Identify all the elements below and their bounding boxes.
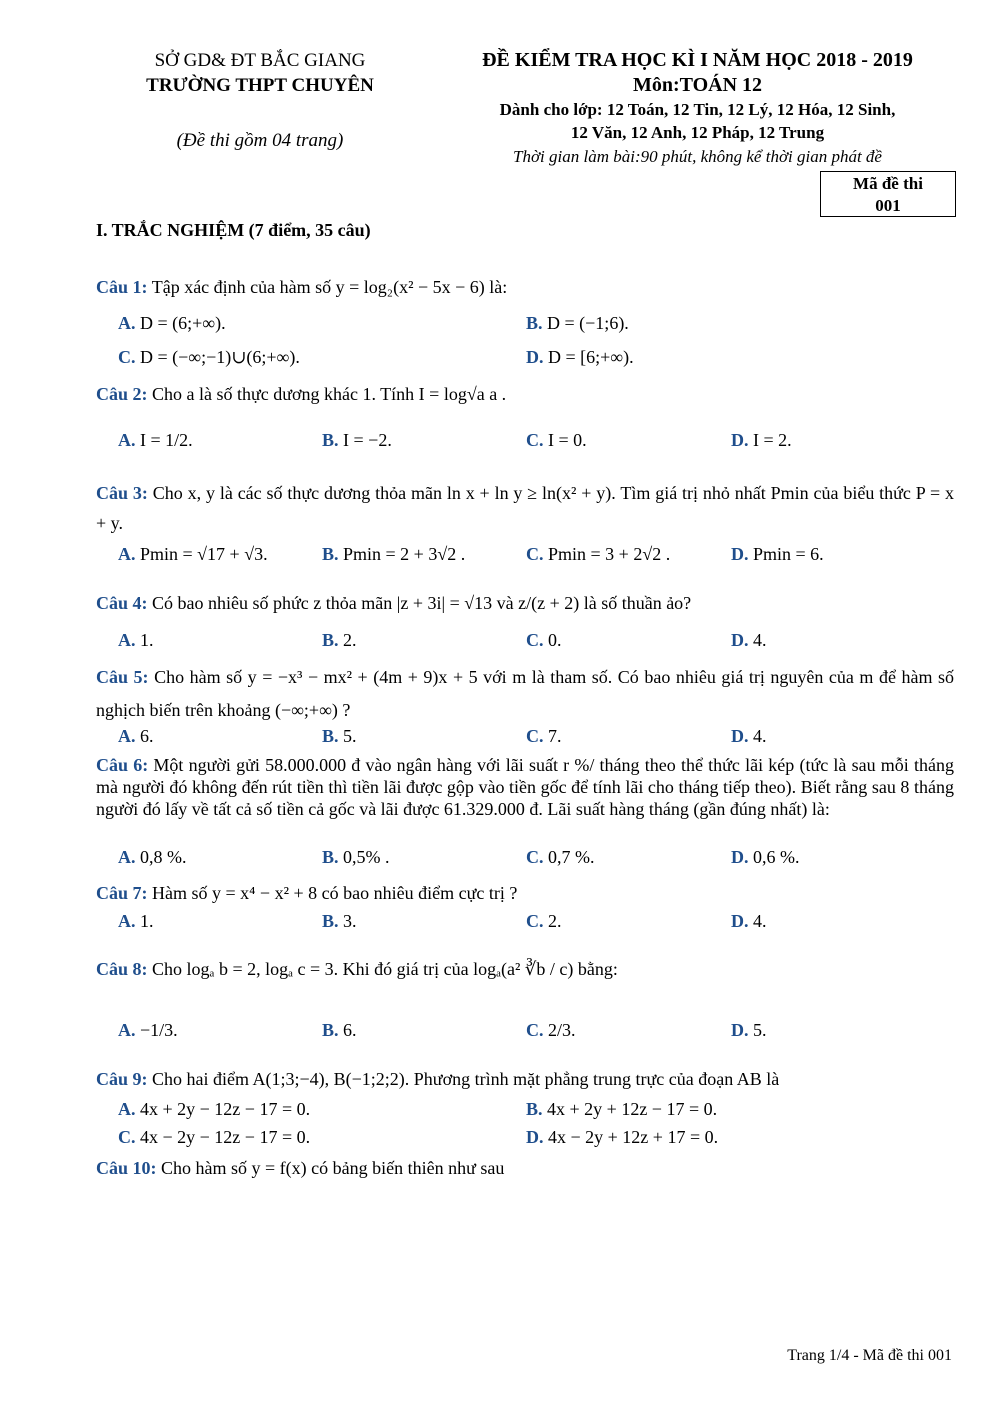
exam-code-label: Mã đề thi bbox=[853, 174, 923, 193]
option-a: A. 1. bbox=[118, 630, 154, 650]
header-left bbox=[90, 48, 430, 98]
option-a: A. Pmin = √17 + √3. bbox=[118, 544, 268, 564]
option-d: D. D = [6;+∞). bbox=[526, 347, 634, 367]
question-text: Tập xác định của hàm số y = log₂(x² − 5x − 6) là: bbox=[151, 277, 508, 297]
question-8: Câu 8: Cho logₐ b = 2, logₐ c = 3. Khi đó giá trị của logₐ(a² ∛b / c) bằng: bbox=[96, 959, 618, 979]
question-5: Câu 5: Cho hàm số y = −x³ − mx² + (4m + 9)x + 5 với m là tham số. Có bao nhiêu giá trị nguyên của m để hàm số nghịch biến trên khoảng (−∞;+∞) ? bbox=[96, 667, 955, 720]
option-d: D. Pmin = 6. bbox=[731, 544, 824, 564]
option-d: D. 5. bbox=[731, 1020, 767, 1040]
option-b: B. 4x + 2y + 12z − 17 = 0. bbox=[526, 1099, 718, 1119]
option-b: B. 3. bbox=[322, 911, 357, 931]
option-a: A. 6. bbox=[118, 726, 154, 746]
pages-note: (Đề thi gồm 04 trang) bbox=[176, 130, 344, 151]
option-a: A. 0,8 %. bbox=[118, 847, 187, 867]
option-c: C. Pmin = 3 + 2√2 . bbox=[526, 544, 671, 564]
dept-name: SỞ GD& ĐT BẮC GIANG bbox=[154, 50, 366, 71]
option-d: D. 4. bbox=[731, 726, 767, 746]
exam-code-value: 001 bbox=[875, 196, 901, 215]
option-a: A. 1. bbox=[118, 911, 154, 931]
option-b: B. D = (−1;6). bbox=[526, 313, 629, 333]
option-a: A. −1/3. bbox=[118, 1020, 178, 1040]
page-footer: Trang 1/4 - Mã đề thi 001 bbox=[787, 1347, 952, 1364]
option-c: C. 4x − 2y − 12z − 17 = 0. bbox=[118, 1127, 311, 1147]
option-d: D. 4x − 2y + 12z + 17 = 0. bbox=[526, 1127, 719, 1147]
exam-title: ĐỀ KIỂM TRA HỌC KÌ I NĂM HỌC 2018 - 2019 bbox=[482, 49, 913, 71]
time-note: Thời gian làm bài:90 phút, không kể thời gian phát đề bbox=[513, 147, 882, 166]
classes-line-1: Dành cho lớp: 12 Toán, 12 Tin, 12 Lý, 12 Hóa, 12 Sinh, bbox=[499, 100, 896, 119]
question-9: Câu 9: Cho hai điểm A(1;3;−4), B(−1;2;2). Phương trình mặt phẳng trung trực của đoạn AB là bbox=[96, 1069, 780, 1089]
option-c: C. 2/3. bbox=[526, 1020, 576, 1040]
section-title: I. TRẮC NGHIỆM (7 điểm, 35 câu) bbox=[96, 220, 371, 240]
option-a: A. I = 1/2. bbox=[118, 430, 193, 450]
option-d: D. 4. bbox=[731, 630, 767, 650]
option-c: C. 7. bbox=[526, 726, 562, 746]
option-d: D. I = 2. bbox=[731, 430, 792, 450]
question-3: Câu 3: Cho x, y là các số thực dương thỏa mãn ln x + ln y ≥ ln(x² + y). Tìm giá trị nhỏ nhất Pmin của biểu thức P = x + y. bbox=[96, 483, 954, 533]
option-b: B. 5. bbox=[322, 726, 357, 746]
option-b: B. 0,5% . bbox=[322, 847, 390, 867]
question-10: Câu 10: Cho hàm số y = f(x) có bảng biến thiên như sau bbox=[96, 1158, 505, 1178]
school-name: TRƯỜNG THPT CHUYÊN bbox=[146, 75, 374, 96]
question-2: Câu 2: Cho a là số thực dương khác 1. Tính I = log√a a . bbox=[96, 384, 507, 404]
classes-line-2: 12 Văn, 12 Anh, 12 Pháp, 12 Trung bbox=[570, 123, 825, 142]
question-7: Câu 7: Hàm số y = x⁴ − x² + 8 có bao nhiêu điểm cực trị ? bbox=[96, 883, 518, 903]
option-a: A. 4x + 2y − 12z − 17 = 0. bbox=[118, 1099, 311, 1119]
question-6: Câu 6: Một người gửi 58.000.000 đ vào ngân hàng với lãi suất r %/ tháng theo thể thức lãi kép (tức là sau mỗi tháng mà người đó không đến rút tiền thì tiền lãi được gộp vào tiền gốc để tính lãi cho tháng tiếp theo). Biết rằng sau 8 tháng người đó lấy về tất cả số tiền cả gốc và lãi được 61.329.000 đ. Lãi suất hàng tháng (gần đúng nhất) là: bbox=[96, 755, 954, 819]
exam-subject: Môn:TOÁN 12 bbox=[632, 74, 763, 96]
option-b: B. 6. bbox=[322, 1020, 357, 1040]
option-b: B. I = −2. bbox=[322, 430, 392, 450]
header-right bbox=[430, 48, 965, 169]
option-c: C. I = 0. bbox=[526, 430, 587, 450]
exam-code-box bbox=[820, 171, 956, 217]
option-c: C. 2. bbox=[526, 911, 562, 931]
question-1 bbox=[96, 276, 954, 299]
option-a: A. D = (6;+∞). bbox=[118, 313, 226, 333]
option-c: C. 0,7 %. bbox=[526, 847, 595, 867]
option-c: C. D = (−∞;−1)∪(6;+∞). bbox=[118, 347, 300, 367]
option-d: D. 4. bbox=[731, 911, 767, 931]
option-d: D. 0,6 %. bbox=[731, 847, 800, 867]
option-c: C. 0. bbox=[526, 630, 562, 650]
option-b: B. 2. bbox=[322, 630, 357, 650]
question-4: Câu 4: Có bao nhiêu số phức z thỏa mãn |z + 3i| = √13 và z/(z + 2) là số thuần ảo? bbox=[96, 593, 692, 613]
question-label: Câu 1: bbox=[96, 277, 148, 297]
option-b: B. Pmin = 2 + 3√2 . bbox=[322, 544, 466, 564]
